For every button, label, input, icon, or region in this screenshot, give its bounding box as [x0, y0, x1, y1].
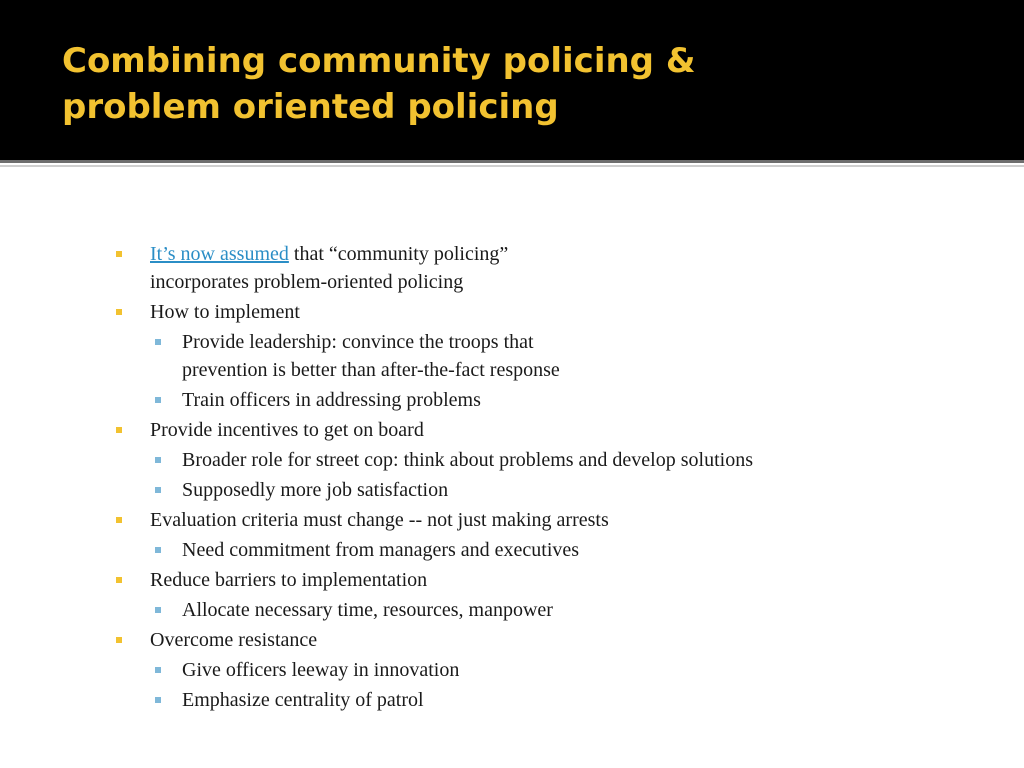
square-bullet-icon	[116, 427, 122, 433]
bullet-text: Reduce barriers to implementation	[150, 569, 428, 591]
bullet-item-evaluation-criteria	[112, 506, 992, 534]
bullet-item-reduce-barriers	[112, 566, 992, 594]
bullet-text: Evaluation criteria must change -- not just making arrests	[150, 509, 609, 531]
square-bullet-icon	[155, 457, 161, 463]
sub-bullet-text: Supposedly more job satisfaction	[182, 479, 449, 501]
sub-bullet-text: Emphasize centrality of patrol	[182, 689, 424, 711]
square-bullet-icon	[116, 251, 122, 257]
sub-bullet-text: Broader role for street cop: think about problems and develop solutions	[182, 449, 753, 471]
square-bullet-icon	[116, 309, 122, 315]
bullet-item-how-to-implement	[112, 298, 992, 326]
slide-title-line-1: Combining community policing &	[62, 41, 696, 81]
bullet-item-overcome-resistance	[112, 626, 992, 654]
sub-bullet-text-continued: prevention is better than after-the-fact response	[182, 359, 560, 381]
bullet-item-assumption	[112, 240, 992, 296]
bullet-item-incentives	[112, 416, 992, 444]
square-bullet-icon	[116, 577, 122, 583]
sub-bullet-item-train-officers	[112, 386, 992, 414]
sub-bullet-text: Train officers in addressing problems	[182, 389, 481, 411]
square-bullet-icon	[155, 397, 161, 403]
slide-title-line-2: problem oriented policing	[62, 87, 559, 127]
bullet-text: How to implement	[150, 301, 300, 323]
square-bullet-icon	[155, 547, 161, 553]
square-bullet-icon	[155, 697, 161, 703]
bullet-list	[112, 240, 992, 716]
its-now-assumed-link[interactable]: It’s now assumed	[150, 243, 289, 265]
square-bullet-icon	[155, 339, 161, 345]
square-bullet-icon	[155, 607, 161, 613]
sub-bullet-item-commitment	[112, 536, 992, 564]
sub-bullet-item-leadership	[112, 328, 992, 384]
sub-bullet-item-job-satisfaction	[112, 476, 992, 504]
bullet-text: Overcome resistance	[150, 629, 318, 651]
square-bullet-icon	[116, 517, 122, 523]
sub-bullet-text: Provide leadership: convince the troops that	[182, 331, 534, 353]
title-band	[0, 0, 1024, 160]
bullet-text-continued: incorporates problem-oriented policing	[150, 271, 464, 293]
square-bullet-icon	[155, 487, 161, 493]
slide-title	[62, 38, 696, 130]
title-divider	[0, 160, 1024, 163]
sub-bullet-text: Give officers leeway in innovation	[182, 659, 460, 681]
sub-bullet-text: Need commitment from managers and executives	[182, 539, 580, 561]
sub-bullet-item-leeway	[112, 656, 992, 684]
sub-bullet-item-allocate-resources	[112, 596, 992, 624]
title-divider-accent	[0, 165, 1024, 167]
square-bullet-icon	[116, 637, 122, 643]
sub-bullet-text: Allocate necessary time, resources, manpower	[182, 599, 553, 621]
bullet-text: that “community policing”	[288, 243, 509, 265]
bullet-text: Provide incentives to get on board	[150, 419, 424, 441]
sub-bullet-item-broader-role	[112, 446, 992, 474]
square-bullet-icon	[155, 667, 161, 673]
sub-bullet-item-patrol	[112, 686, 992, 714]
